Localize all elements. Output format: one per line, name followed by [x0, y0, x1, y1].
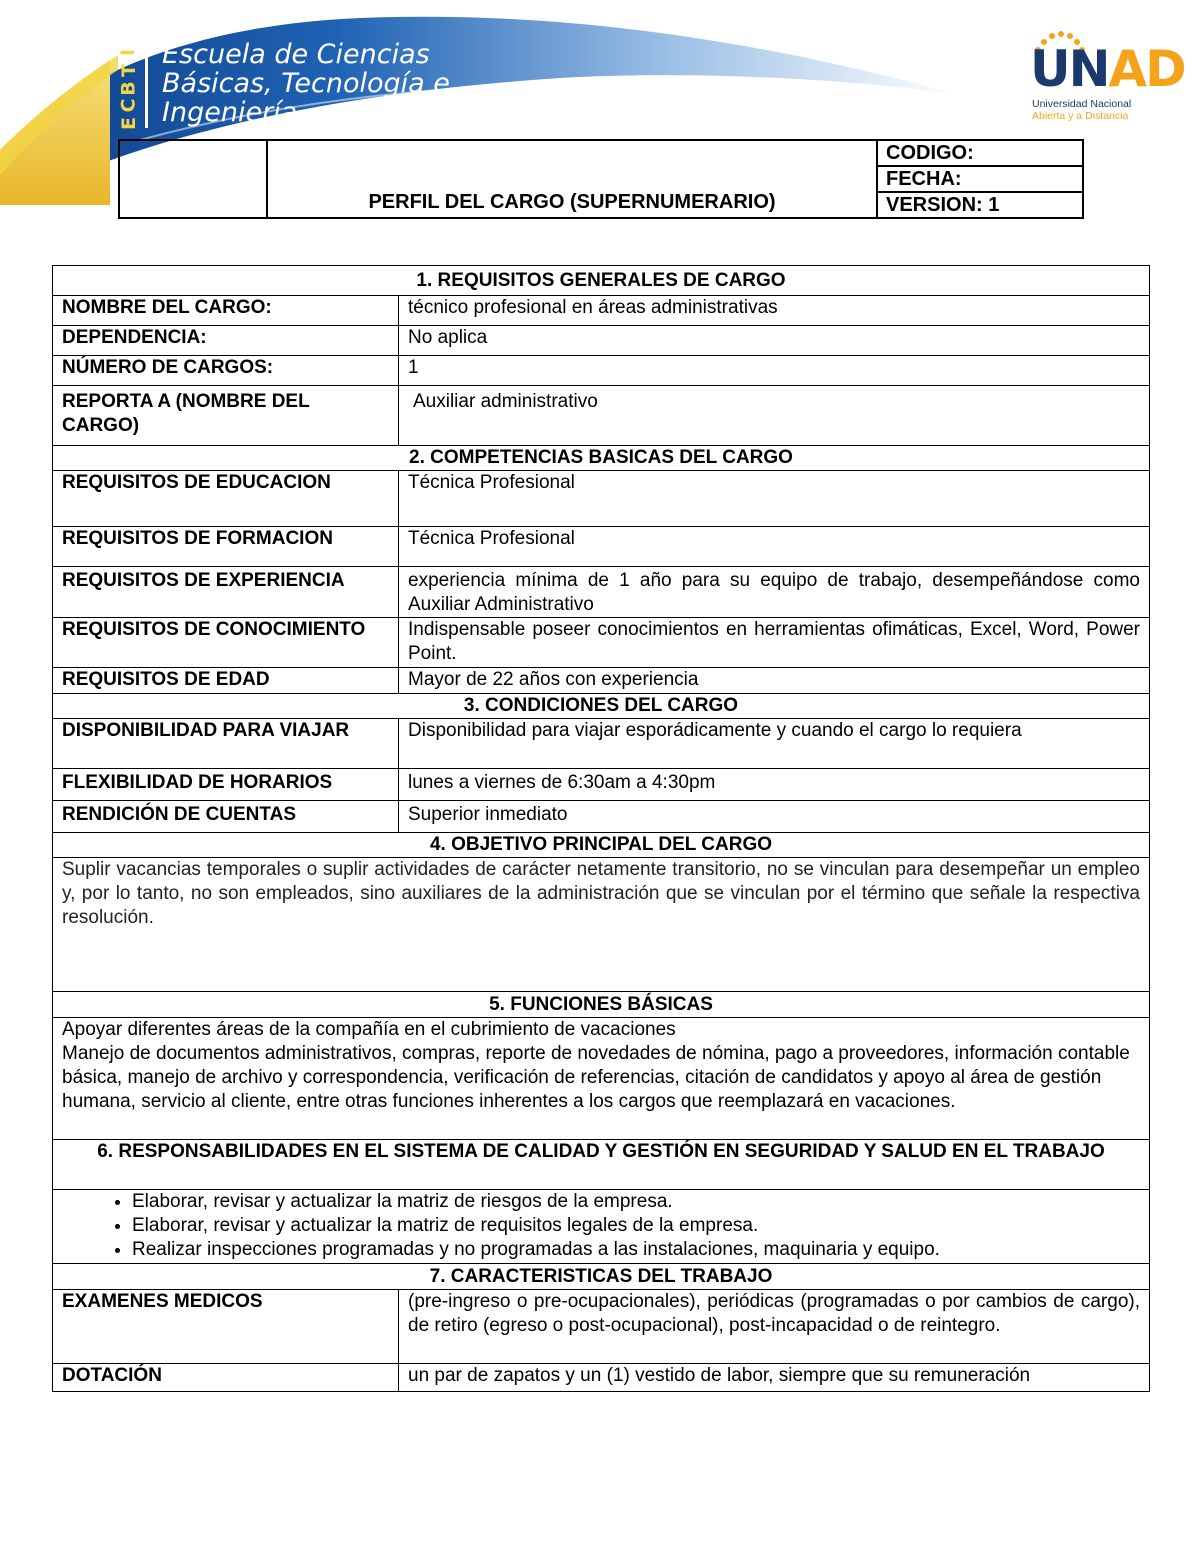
horarios-label: FLEXIBILIDAD DE HORARIOS: [53, 769, 399, 801]
cuentas-label: RENDICIÓN DE CUENTAS: [53, 801, 399, 833]
logo-wordmark: UNAD: [1030, 40, 1185, 98]
experiencia-value: experiencia mínima de 1 año para su equipo de trabajo, desempeñándose como Auxiliar Administrativo: [399, 567, 1150, 618]
school-name-line1: Escuela de Ciencias: [162, 39, 430, 70]
school-name-line2: Básicas, Tecnología e: [162, 68, 450, 99]
numero-value: 1: [399, 356, 1150, 386]
document-title: PERFIL DEL CARGO (SUPERNUMERARIO): [267, 140, 877, 218]
experiencia-label: REQUISITOS DE EXPERIENCIA: [53, 567, 399, 618]
header-fecha: FECHA:: [877, 166, 1083, 192]
nombre-value: técnico profesional en áreas administrativas: [399, 296, 1150, 326]
reporta-label: REPORTA A (NOMBRE DEL CARGO): [53, 386, 399, 446]
formacion-value: Técnica Profesional: [399, 527, 1150, 567]
logo-subtitle-1: Universidad Nacional: [1032, 98, 1132, 110]
list-item: • Elaborar, revisar y actualizar la matriz de requisitos legales de la empresa.: [132, 1214, 1140, 1238]
conocimiento-label: REQUISITOS DE CONOCIMIENTO: [53, 618, 399, 668]
edad-label: REQUISITOS DE EDAD: [53, 668, 399, 694]
reporta-value: Auxiliar administrativo: [399, 386, 1150, 446]
cuentas-value: Superior inmediato: [399, 801, 1150, 833]
horarios-value: lunes a viernes de 6:30am a 4:30pm: [399, 769, 1150, 801]
list-item: • Elaborar, revisar y actualizar la matriz de riesgos de la empresa.: [132, 1190, 1140, 1214]
examenes-label: EXAMENES MEDICOS: [53, 1290, 399, 1364]
examenes-value: (pre-ingreso o pre-ocupacionales), periódicas (programadas o por cambios de cargo), de retiro (egreso o post-ocupacional), post-incapacidad o de reintegro.: [399, 1290, 1150, 1364]
list-item: • Realizar inspecciones programadas y no programadas a las instalaciones, maquinaria y equipo.: [132, 1238, 1140, 1262]
banner-divider: [145, 42, 148, 128]
logo-subtitle-2: Abierta y a Distancia: [1032, 110, 1129, 122]
dotacion-value: un par de zapatos y un (1) vestido de labor, siempre que su remuneración: [399, 1364, 1150, 1392]
section-3-heading: 3. CONDICIONES DEL CARGO: [53, 694, 1150, 719]
numero-label: NÚMERO DE CARGOS:: [53, 356, 399, 386]
dependencia-value: No aplica: [399, 326, 1150, 356]
unad-logo: [1030, 30, 1185, 125]
header-table: [118, 139, 1084, 219]
nombre-label: NOMBRE DEL CARGO:: [53, 296, 399, 326]
section-5-heading: 5. FUNCIONES BÁSICAS: [53, 992, 1150, 1018]
section-2-heading: 2. COMPETENCIAS BASICAS DEL CARGO: [53, 446, 1150, 471]
ecbti-acronym: I T B C E: [117, 48, 140, 130]
funciones-line-2: Manejo de documentos administrativos, compras, reporte de novedades de nómina, pago a proveedores, información contable básica, manejo de archivo y correspondencia, verificación de referencias, citación de candidatos y apoyo al área de gestión humana, servicio al cliente, entre otras funciones inherentes a los cargos que reemplazará en vacaciones.: [62, 1043, 1130, 1112]
funciones-line-1: Apoyar diferentes áreas de la compañía en el cubrimiento de vacaciones: [62, 1019, 676, 1040]
dependencia-label: DEPENDENCIA:: [53, 326, 399, 356]
viajar-label: DISPONIBILIDAD PARA VIAJAR: [53, 719, 399, 769]
school-name-line3: Ingeniería: [162, 97, 298, 128]
section-4-heading: 4. OBJETIVO PRINCIPAL DEL CARGO: [53, 833, 1150, 858]
educacion-label: REQUISITOS DE EDUCACION: [53, 471, 399, 527]
school-name: [162, 40, 450, 127]
conocimiento-value: Indispensable poseer conocimientos en herramientas ofimáticas, Excel, Word, Power Point.: [399, 618, 1150, 668]
educacion-value: Técnica Profesional: [399, 471, 1150, 527]
profile-table: [52, 265, 1150, 1392]
section-7-heading: 7. CARACTERISTICAS DEL TRABAJO: [53, 1264, 1150, 1290]
section-6-heading: 6. RESPONSABILIDADES EN EL SISTEMA DE CALIDAD Y GESTIÓN EN SEGURIDAD Y SALUD EN EL TRABAJO: [53, 1140, 1150, 1190]
dotacion-label: DOTACIÓN: [53, 1364, 399, 1392]
funciones-text: [53, 1018, 1150, 1140]
header-version: VERSION: 1: [877, 192, 1083, 218]
responsabilidades-list: [53, 1190, 1150, 1264]
objetivo-text: Suplir vacancias temporales o suplir actividades de carácter netamente transitorio, no se vinculan para desempeñar un empleo y, por lo tanto, no son empleados, sino auxiliares de la administración que se vinculan por el término que señale la respectiva resolución.: [53, 858, 1150, 992]
header-empty-cell: [119, 140, 267, 218]
edad-value: Mayor de 22 años con experiencia: [399, 668, 1150, 694]
viajar-value: Disponibilidad para viajar esporádicamente y cuando el cargo lo requiera: [399, 719, 1150, 769]
formacion-label: REQUISITOS DE FORMACION: [53, 527, 399, 567]
section-1-heading: 1. REQUISITOS GENERALES DE CARGO: [53, 266, 1150, 296]
header-codigo: CODIGO:: [877, 140, 1083, 166]
